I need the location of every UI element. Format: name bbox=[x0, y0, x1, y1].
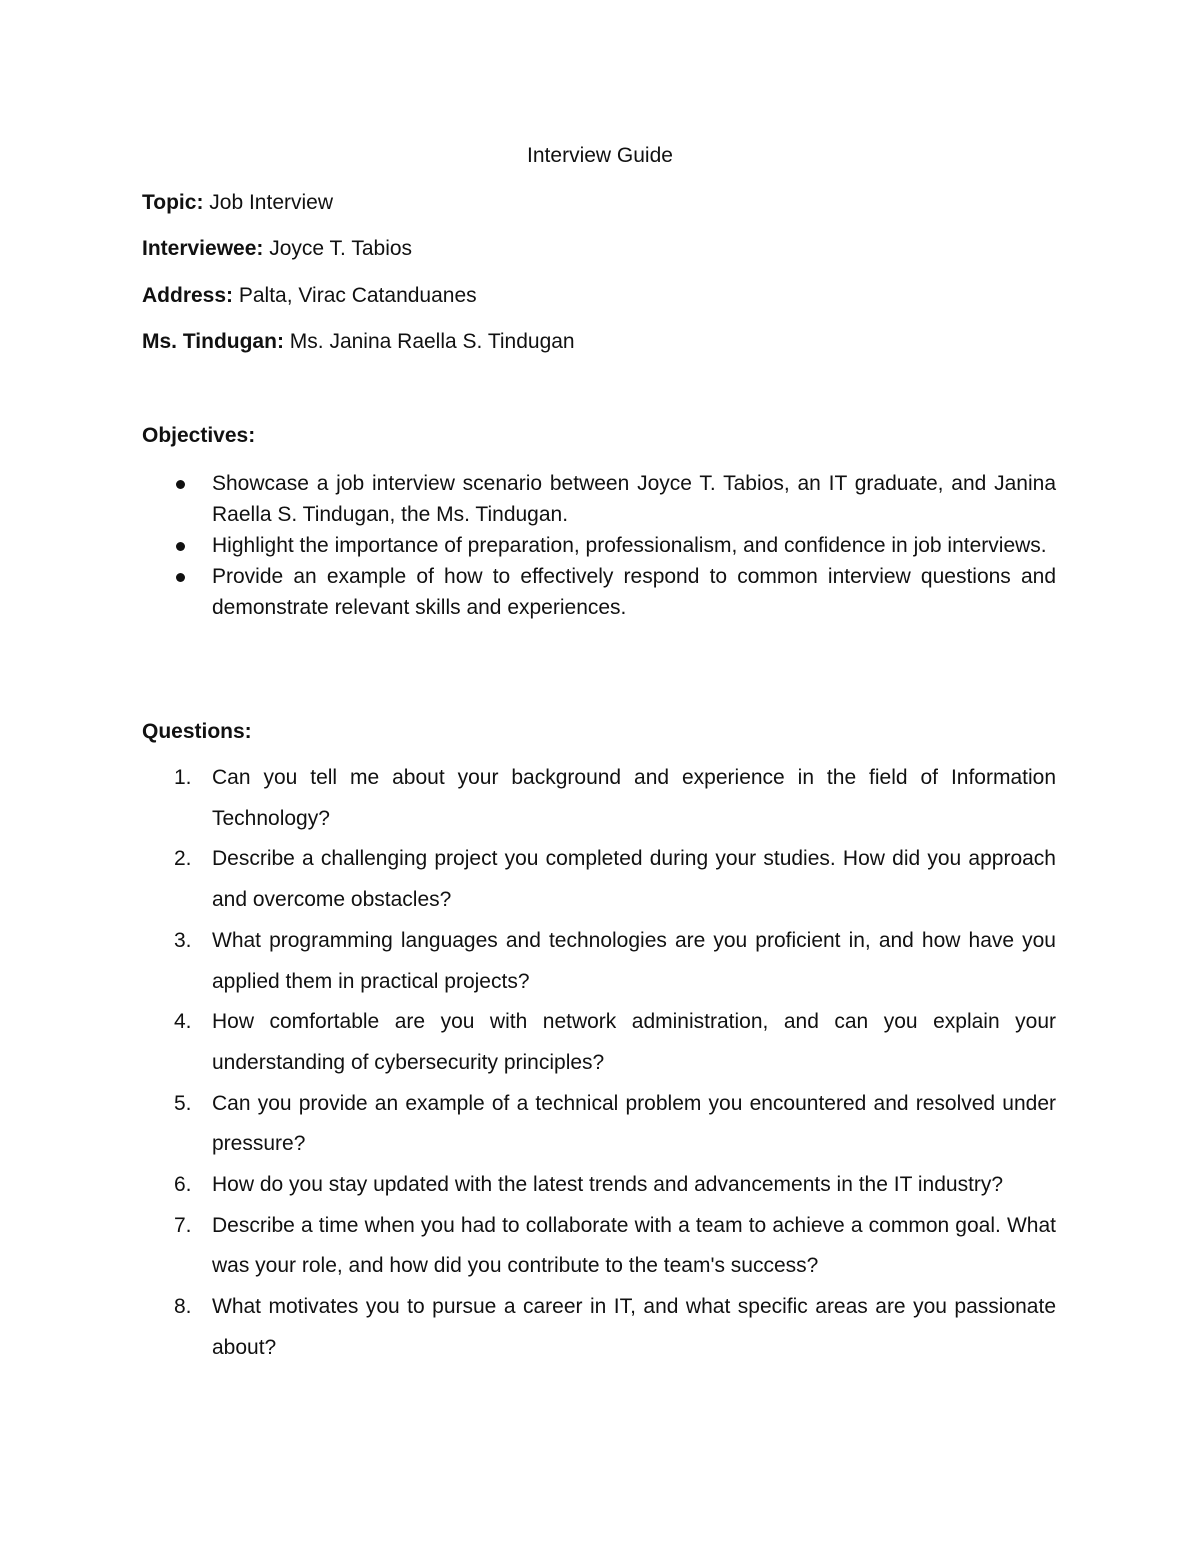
interviewee-field bbox=[142, 235, 412, 263]
question-text: How do you stay updated with the latest trends and advancements in the IT industry? bbox=[212, 1173, 1004, 1197]
objectives-list bbox=[142, 468, 1056, 623]
address-value: Palta, Virac Catanduanes bbox=[238, 284, 477, 307]
question-text: How comfortable are you with network administration, and can you explain your understanding of cybersecurity principles? bbox=[212, 1010, 1056, 1074]
bullet-icon bbox=[176, 542, 185, 551]
questions-heading: Questions: bbox=[142, 720, 252, 743]
bullet-icon bbox=[176, 573, 185, 582]
question-text: Describe a challenging project you completed during your studies. How did you approach and overcome obstacles? bbox=[212, 847, 1056, 912]
objective-item bbox=[142, 468, 1056, 530]
topic-label: Topic: bbox=[142, 191, 204, 214]
objectives-heading: Objectives: bbox=[142, 424, 256, 447]
question-item bbox=[142, 758, 1056, 839]
question-item bbox=[142, 1002, 1056, 1083]
interviewee-label: Interviewee: bbox=[142, 237, 264, 260]
question-number: 1. bbox=[174, 766, 192, 789]
question-number: 3. bbox=[174, 928, 192, 952]
question-text: Can you provide an example of a technical problem you encountered and resolved under pressure? bbox=[212, 1091, 1056, 1156]
interviewer-label: Ms. Tindugan: bbox=[142, 330, 284, 353]
interviewer-value: Ms. Janina Raella S. Tindugan bbox=[289, 330, 575, 353]
objective-item bbox=[142, 561, 1056, 623]
questions-list bbox=[142, 758, 1056, 1369]
question-number: 5. bbox=[174, 1091, 192, 1115]
question-text: Describe a time when you had to collaborate with a team to achieve a common goal. What was your role, and how did you contribute to the team's success? bbox=[212, 1213, 1056, 1278]
address-field bbox=[142, 282, 477, 310]
document-title: Interview Guide bbox=[527, 144, 673, 167]
question-number: 2. bbox=[174, 847, 192, 871]
topic-value: Job Interview bbox=[209, 191, 334, 214]
question-text: What programming languages and technologies are you proficient in, and how have you applied them in practical projects? bbox=[212, 928, 1056, 993]
question-item bbox=[142, 839, 1056, 920]
objective-text: Showcase a job interview scenario between Joyce T. Tabios, an IT graduate, and Janina Raella S. Tindugan, the Ms. Tindugan. bbox=[212, 472, 1056, 526]
bullet-icon bbox=[176, 480, 185, 489]
question-item bbox=[142, 1206, 1056, 1287]
objective-text: Highlight the importance of preparation, professionalism, and confidence in job interviews. bbox=[212, 534, 1047, 557]
question-item bbox=[142, 1084, 1056, 1165]
question-item bbox=[142, 1165, 1056, 1206]
question-number: 8. bbox=[174, 1295, 192, 1319]
question-item bbox=[142, 921, 1056, 1002]
objective-text: Provide an example of how to effectively respond to common interview questions and demonstrate relevant skills and experiences. bbox=[212, 565, 1056, 619]
question-item bbox=[142, 1287, 1056, 1368]
question-number: 4. bbox=[174, 1010, 192, 1034]
question-number: 6. bbox=[174, 1173, 192, 1197]
question-text: Can you tell me about your background and experience in the field of Information Technology? bbox=[212, 766, 1056, 830]
address-label: Address: bbox=[142, 284, 234, 307]
topic-field bbox=[142, 189, 333, 217]
question-number: 7. bbox=[174, 1213, 192, 1237]
interviewee-value: Joyce T. Tabios bbox=[269, 237, 413, 260]
interviewer-field bbox=[142, 328, 575, 356]
question-text: What motivates you to pursue a career in IT, and what specific areas are you passionate about? bbox=[212, 1295, 1056, 1359]
objective-item bbox=[142, 530, 1056, 561]
